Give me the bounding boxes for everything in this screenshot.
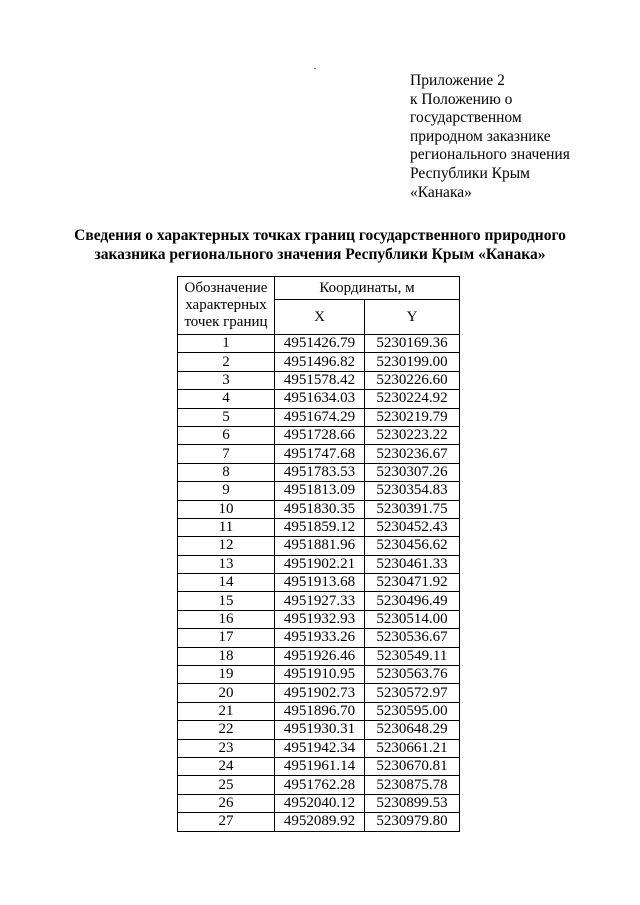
table-row bbox=[178, 463, 460, 481]
header-point-label: Обозначение характерных точек границ bbox=[178, 277, 275, 335]
point-number: 14 bbox=[178, 574, 275, 592]
y-value: 5230391.75 bbox=[365, 500, 460, 518]
y-value: 5230226.60 bbox=[365, 371, 460, 389]
point-number: 9 bbox=[178, 482, 275, 500]
table-row bbox=[178, 426, 460, 444]
table-row bbox=[178, 482, 460, 500]
y-value: 5230354.83 bbox=[365, 482, 460, 500]
y-value: 5230563.76 bbox=[365, 666, 460, 684]
header-x: X bbox=[275, 300, 365, 335]
x-value: 4951859.12 bbox=[275, 518, 365, 536]
x-value: 4952089.92 bbox=[275, 813, 365, 831]
point-number: 25 bbox=[178, 776, 275, 794]
point-number: 18 bbox=[178, 647, 275, 665]
x-value: 4951930.31 bbox=[275, 721, 365, 739]
point-number: 10 bbox=[178, 500, 275, 518]
point-number: 20 bbox=[178, 684, 275, 702]
appendix-line: природном заказнике bbox=[410, 127, 551, 145]
table-row bbox=[178, 794, 460, 812]
table-row bbox=[178, 353, 460, 371]
x-value: 4951762.28 bbox=[275, 776, 365, 794]
point-number: 5 bbox=[178, 408, 275, 426]
y-value: 5230496.49 bbox=[365, 592, 460, 610]
x-value: 4951830.35 bbox=[275, 500, 365, 518]
y-value: 5230514.00 bbox=[365, 610, 460, 628]
x-value: 4951783.53 bbox=[275, 463, 365, 481]
point-number: 2 bbox=[178, 353, 275, 371]
y-value: 5230595.00 bbox=[365, 702, 460, 720]
x-value: 4951426.79 bbox=[275, 335, 365, 353]
x-value: 4952040.12 bbox=[275, 794, 365, 812]
point-number: 8 bbox=[178, 463, 275, 481]
x-value: 4951933.26 bbox=[275, 629, 365, 647]
point-number: 13 bbox=[178, 555, 275, 573]
x-value: 4951902.21 bbox=[275, 555, 365, 573]
point-number: 12 bbox=[178, 537, 275, 555]
y-value: 5230169.36 bbox=[365, 335, 460, 353]
table-row bbox=[178, 610, 460, 628]
x-value: 4951578.42 bbox=[275, 371, 365, 389]
x-value: 4951813.09 bbox=[275, 482, 365, 500]
table-row bbox=[178, 629, 460, 647]
y-value: 5230307.26 bbox=[365, 463, 460, 481]
table-row bbox=[178, 390, 460, 408]
table-row bbox=[178, 757, 460, 775]
table-row bbox=[178, 518, 460, 536]
x-value: 4951927.33 bbox=[275, 592, 365, 610]
x-value: 4951926.46 bbox=[275, 647, 365, 665]
appendix-line: «Канака» bbox=[410, 183, 472, 201]
table-row bbox=[178, 335, 460, 353]
table-row bbox=[178, 739, 460, 757]
y-value: 5230199.00 bbox=[365, 353, 460, 371]
point-number: 1 bbox=[178, 335, 275, 353]
table-row bbox=[178, 813, 460, 831]
title-line-1: Сведения о характерных точках границ государственного природного bbox=[74, 227, 566, 244]
y-value: 5230899.53 bbox=[365, 794, 460, 812]
table-row bbox=[178, 684, 460, 702]
appendix-line: Приложение 2 bbox=[410, 72, 505, 89]
appendix-line: государственном bbox=[410, 109, 522, 127]
y-value: 5230875.78 bbox=[365, 776, 460, 794]
x-value: 4951674.29 bbox=[275, 408, 365, 426]
y-value: 5230661.21 bbox=[365, 739, 460, 757]
x-value: 4951728.66 bbox=[275, 426, 365, 444]
table-row bbox=[178, 445, 460, 463]
x-value: 4951747.68 bbox=[275, 445, 365, 463]
coordinates-table bbox=[177, 276, 460, 832]
appendix-line: регионального значения bbox=[410, 146, 570, 164]
y-value: 5230572.97 bbox=[365, 684, 460, 702]
point-number: 21 bbox=[178, 702, 275, 720]
y-value: 5230219.79 bbox=[365, 408, 460, 426]
point-number: 17 bbox=[178, 629, 275, 647]
point-number: 4 bbox=[178, 390, 275, 408]
y-value: 5230461.33 bbox=[365, 555, 460, 573]
point-number: 26 bbox=[178, 794, 275, 812]
title-line-2: заказника регионального значения Республики Крым «Канака» bbox=[94, 246, 546, 263]
y-value: 5230456.62 bbox=[365, 537, 460, 555]
table-row bbox=[178, 776, 460, 794]
x-value: 4951961.14 bbox=[275, 757, 365, 775]
x-value: 4951496.82 bbox=[275, 353, 365, 371]
x-value: 4951910.95 bbox=[275, 666, 365, 684]
table-row bbox=[178, 537, 460, 555]
header-coordinates: Координаты, м bbox=[275, 277, 460, 300]
point-number: 7 bbox=[178, 445, 275, 463]
y-value: 5230979.80 bbox=[365, 813, 460, 831]
point-number: 16 bbox=[178, 610, 275, 628]
table-row bbox=[178, 721, 460, 739]
scan-speck bbox=[314, 68, 316, 69]
table-row bbox=[178, 408, 460, 426]
x-value: 4951896.70 bbox=[275, 702, 365, 720]
appendix-line: к Положению о bbox=[410, 90, 513, 108]
point-number: 22 bbox=[178, 721, 275, 739]
table-row bbox=[178, 647, 460, 665]
table-row bbox=[178, 592, 460, 610]
point-number: 3 bbox=[178, 371, 275, 389]
y-value: 5230223.22 bbox=[365, 426, 460, 444]
appendix-line: Республики Крым bbox=[410, 164, 530, 182]
table-row bbox=[178, 574, 460, 592]
x-value: 4951913.68 bbox=[275, 574, 365, 592]
x-value: 4951902.73 bbox=[275, 684, 365, 702]
table-row bbox=[178, 666, 460, 684]
x-value: 4951881.96 bbox=[275, 537, 365, 555]
y-value: 5230236.67 bbox=[365, 445, 460, 463]
y-value: 5230670.81 bbox=[365, 757, 460, 775]
y-value: 5230536.67 bbox=[365, 629, 460, 647]
y-value: 5230648.29 bbox=[365, 721, 460, 739]
table-body bbox=[178, 335, 460, 832]
y-value: 5230452.43 bbox=[365, 518, 460, 536]
document-title bbox=[60, 226, 580, 264]
x-value: 4951932.93 bbox=[275, 610, 365, 628]
point-number: 23 bbox=[178, 739, 275, 757]
table-row bbox=[178, 702, 460, 720]
table-row bbox=[178, 371, 460, 389]
x-value: 4951634.03 bbox=[275, 390, 365, 408]
header-y: Y bbox=[365, 300, 460, 335]
table-row bbox=[178, 500, 460, 518]
y-value: 5230224.92 bbox=[365, 390, 460, 408]
point-number: 19 bbox=[178, 666, 275, 684]
y-value: 5230471.92 bbox=[365, 574, 460, 592]
table-row bbox=[178, 555, 460, 573]
point-number: 15 bbox=[178, 592, 275, 610]
point-number: 6 bbox=[178, 426, 275, 444]
appendix-caption bbox=[410, 72, 610, 202]
point-number: 27 bbox=[178, 813, 275, 831]
y-value: 5230549.11 bbox=[365, 647, 460, 665]
x-value: 4951942.34 bbox=[275, 739, 365, 757]
point-number: 11 bbox=[178, 518, 275, 536]
point-number: 24 bbox=[178, 757, 275, 775]
